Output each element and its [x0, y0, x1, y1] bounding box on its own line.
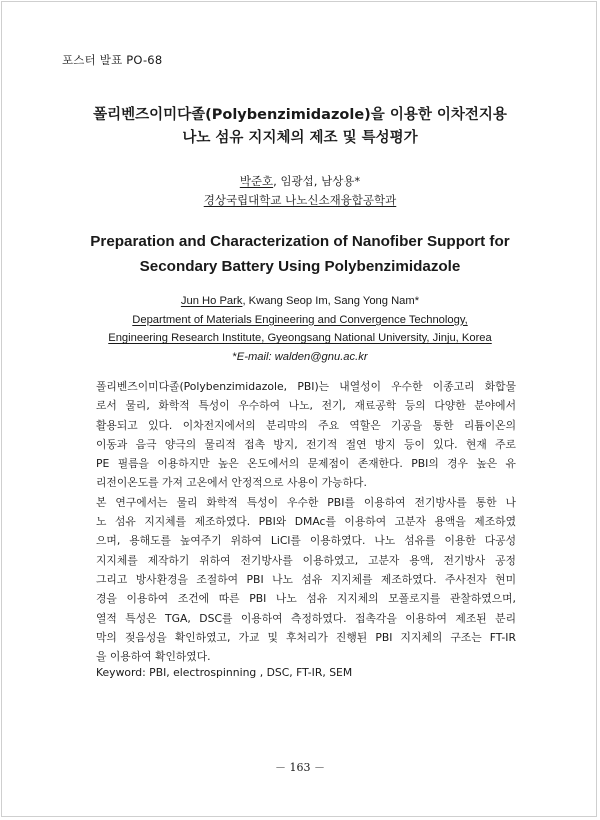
abstract-body: [96, 377, 516, 666]
english-department: Department of Materials Engineering and Convergence Technology,: [132, 313, 468, 326]
english-institute: Engineering Research Institute, Gyeongsang National University, Jinju, Korea: [108, 332, 492, 344]
email-address: E-mail: walden@gnu.ac.kr: [236, 350, 368, 363]
english-title-line-1: Preparation and Characterization of Nanofiber Support for: [90, 233, 510, 250]
abstract-line: 활용되고 있다. 이차전지에서의 분리막의 주요 역할은 기공을 통한 리튬이온의: [96, 418, 516, 432]
abstract-line: 폴리벤즈이미다졸(Polybenzimidazole, PBI)는 내열성이 우수한 이종고리 화합물: [96, 380, 516, 393]
abstract-line: 리전이온도를 가져 고온에서 안정적으로 사용이 가능하다.: [96, 476, 367, 490]
abstract-line: 이동과 음극 양극의 물리적 접촉 방지, 전기적 절연 방지 등이 있다. 현재 주로: [96, 437, 516, 451]
korean-authors-block: [0, 172, 600, 210]
abstract-line: 그리고 방사환경을 조절하여 PBI 나노 섬유 지지체를 제조하였다. 주사전자 현미: [96, 572, 516, 586]
korean-presenter-name: 박준호: [239, 174, 274, 188]
keywords: Keyword: PBI, electrospinning , DSC, FT-IR, SEM: [96, 666, 353, 679]
email-asterisk: *: [232, 350, 237, 363]
english-coauthors: , Kwang Seop Im, Sang Yong Nam*: [242, 295, 420, 307]
abstract-line: 으며, 용해도를 높여주기 위하여 LiCl를 이용하였다. 나노 섬유를 이용한 다공성: [96, 534, 516, 548]
abstract-line: 지지체를 제작하기 위하여 전기방사를 이용하였고, 고분자 용액, 전기방사 공정: [96, 553, 516, 567]
corresponding-email: [0, 348, 600, 367]
korean-affiliation: 경상국립대학교 나노신소재융합공학과: [203, 193, 397, 207]
abstract-line: 본 연구에서는 물리 화학적 특성이 우수한 PBI를 이용하여 전기방사를 통한 나: [96, 495, 516, 509]
english-title-line-2: Secondary Battery Using Polybenzimidazole: [139, 258, 461, 275]
session-label: 포스터 발표 PO-68: [62, 53, 163, 67]
abstract-line: 을 이용하여 확인하였다.: [96, 650, 211, 664]
abstract-line: 노 섬유 지지체를 제조하였다. PBI와 DMAc를 이용하여 고분자 용액을 제조하였: [96, 515, 516, 529]
korean-title: [0, 104, 600, 150]
abstract-line: 로서 물리, 화학적 특성이 우수하여 나노, 전기, 재료공학 등의 다양한 분야에서: [96, 399, 516, 413]
abstract-line: 막의 젖음성을 확인하였고, 가교 및 후처리가 진행된 PBI 지지체의 구조는 FT-IR: [96, 630, 516, 644]
abstract-line: PE 필름을 이용하지만 높은 온도에서의 문제점이 존재한다. PBI의 경우 높은 유: [96, 457, 516, 471]
english-authors-block: [0, 292, 600, 366]
english-authors: [0, 292, 600, 311]
korean-authors: [0, 172, 600, 191]
english-title: [0, 229, 600, 279]
abstract-line: 경을 이용하여 조건에 따른 PBI 나노 섬유 지지체의 모폴로지를 관찰하였으며,: [96, 592, 516, 606]
abstract-line: 열적 특성은 TGA, DSC를 이용하여 측정하였다. 접촉각을 이용하여 제조된 분리: [96, 611, 516, 625]
english-presenter-name: Jun Ho Park: [180, 295, 243, 307]
korean-coauthors: , 임광섭, 남상용*: [273, 174, 361, 188]
korean-title-line-1: 폴리벤즈이미다졸(Polybenzimidazole)을 이용한 이차전지용: [93, 107, 507, 123]
page-number: － 163 －: [275, 761, 325, 774]
korean-title-line-2: 나노 섬유 지지체의 제조 및 특성평가: [182, 130, 418, 146]
